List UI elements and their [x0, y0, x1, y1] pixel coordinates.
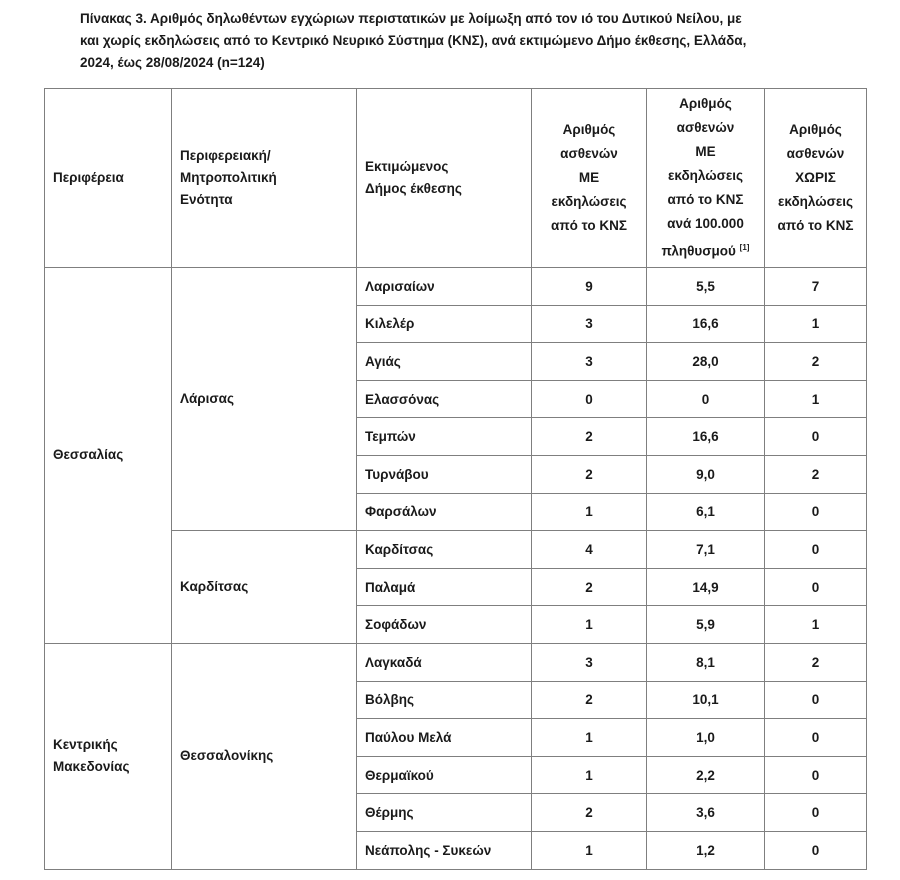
header-region-text: Περιφέρεια [53, 170, 124, 185]
rate-cell: 16,6 [647, 418, 765, 456]
with-cns-cell: 2 [532, 455, 647, 493]
dimos-cell: Φαρσάλων [357, 493, 532, 531]
region-name-line: Μακεδονίας [53, 759, 130, 775]
dimos-cell: Λαγκαδά [357, 643, 532, 681]
with-cns-cell: 1 [532, 831, 647, 869]
without-cns-cell: 0 [765, 418, 867, 456]
unit-name: Λάρισας [180, 391, 234, 407]
caption-line: 2024, έως 28/08/2024 (n=124) [80, 55, 265, 70]
without-cns-cell: 0 [765, 493, 867, 531]
rate-cell: 2,2 [647, 756, 765, 794]
rate-cell: 9,0 [647, 455, 765, 493]
region-name-line: Κεντρικής [53, 737, 118, 753]
header-rate-line [647, 236, 764, 264]
dimos-cell: Κιλελέρ [357, 305, 532, 343]
rate-cell: 1,0 [647, 719, 765, 757]
header-unit-line: Μητροπολιτική [180, 170, 277, 185]
header-rate-line: ανά 100.000 [667, 216, 744, 232]
header-without-cns [765, 89, 867, 268]
unit-name: Θεσσαλονίκης [180, 748, 274, 764]
without-cns-cell: 0 [765, 531, 867, 569]
with-cns-cell: 1 [532, 493, 647, 531]
dimos-cell: Βόλβης [357, 681, 532, 719]
rate-cell: 28,0 [647, 343, 765, 381]
table-caption [80, 8, 870, 74]
without-cns-cell: 2 [765, 643, 867, 681]
header-rate-line: από το ΚΝΣ [667, 192, 744, 208]
with-cns-cell: 3 [532, 343, 647, 381]
with-cns-cell: 9 [532, 268, 647, 306]
without-cns-cell: 0 [765, 719, 867, 757]
dimos-cell: Σοφάδων [357, 606, 532, 644]
with-cns-cell: 1 [532, 756, 647, 794]
rate-cell: 3,6 [647, 794, 765, 832]
rate-cell: 6,1 [647, 493, 765, 531]
rate-cell: 5,9 [647, 606, 765, 644]
with-cns-cell: 2 [532, 418, 647, 456]
unit-cell [172, 643, 357, 869]
table-row [45, 643, 867, 681]
rate-cell: 8,1 [647, 643, 765, 681]
with-cns-cell: 1 [532, 719, 647, 757]
rate-cell: 7,1 [647, 531, 765, 569]
without-cns-cell: 2 [765, 343, 867, 381]
with-cns-cell: 2 [532, 568, 647, 606]
header-rate-line: εκδηλώσεις [667, 168, 744, 184]
without-cns-cell: 1 [765, 305, 867, 343]
rate-cell: 5,5 [647, 268, 765, 306]
without-cns-cell: 0 [765, 831, 867, 869]
with-cns-cell: 0 [532, 380, 647, 418]
header-row [45, 89, 867, 268]
with-cns-cell: 1 [532, 606, 647, 644]
header-dimos-line: Εκτιμώμενος [365, 159, 449, 174]
header-rate-line: ΜΕ [695, 144, 716, 160]
table-row [45, 268, 867, 306]
header-with-line: από το ΚΝΣ [551, 218, 627, 233]
header-with-cns [532, 89, 647, 268]
header-rate-line: Αριθμός [679, 96, 732, 112]
header-with-line: ασθενών [560, 146, 618, 161]
rate-cell: 1,2 [647, 831, 765, 869]
dimos-cell: Θέρμης [357, 794, 532, 832]
header-rate-text: πληθυσμού [661, 243, 736, 259]
with-cns-cell: 2 [532, 681, 647, 719]
without-cns-cell: 2 [765, 455, 867, 493]
dimos-cell: Παλαμά [357, 568, 532, 606]
with-cns-cell: 2 [532, 794, 647, 832]
header-without-line: ΧΩΡΙΣ [795, 170, 836, 185]
header-without-line: ασθενών [786, 146, 845, 161]
footnote-ref: [1] [739, 243, 750, 253]
header-without-line: από το ΚΝΣ [777, 218, 854, 233]
header-unit [172, 89, 357, 268]
header-unit-line: Περιφερειακή/ [180, 148, 271, 163]
header-with-line: Αριθμός [562, 122, 616, 137]
dimos-cell: Παύλου Μελά [357, 719, 532, 757]
header-with-line: ΜΕ [578, 170, 600, 185]
without-cns-cell: 1 [765, 606, 867, 644]
header-dimos [357, 89, 532, 268]
header-rate-line: ασθενών [676, 120, 735, 136]
region-cell [45, 643, 172, 869]
header-dimos-line: Δήμος έκθεσης [365, 181, 462, 196]
without-cns-cell: 0 [765, 756, 867, 794]
header-with-line: εκδηλώσεις [551, 194, 627, 209]
dimos-cell: Καρδίτσας [357, 531, 532, 569]
dimos-cell: Αγιάς [357, 343, 532, 381]
caption-line: Πίνακας 3. Αριθμός δηλωθέντων εγχώριων περιστατικών με λοίμωξη από τον ιό του Δυτικού Νείλου, με [80, 11, 742, 26]
dimos-cell: Νεάπολης - Συκεών [357, 831, 532, 869]
without-cns-cell: 1 [765, 380, 867, 418]
header-region [45, 89, 172, 268]
with-cns-cell: 3 [532, 643, 647, 681]
region-cell [45, 268, 172, 644]
header-without-line: εκδηλώσεις [777, 194, 854, 209]
caption-line: και χωρίς εκδηλώσεις από το Κεντρικό Νευρικό Σύστημα (ΚΝΣ), ανά εκτιμώμενο Δήμο έκθεσης, Ελλάδα, [80, 33, 747, 48]
unit-cell [172, 268, 357, 531]
rate-cell: 0 [647, 380, 765, 418]
dimos-cell: Θερμαϊκού [357, 756, 532, 794]
dimos-cell: Ελασσόνας [357, 380, 532, 418]
dimos-cell: Τεμπών [357, 418, 532, 456]
unit-name: Καρδίτσας [180, 579, 249, 595]
without-cns-cell: 0 [765, 681, 867, 719]
dimos-cell: Τυρνάβου [357, 455, 532, 493]
header-rate [647, 89, 765, 268]
without-cns-cell: 0 [765, 568, 867, 606]
dimos-cell: Λαρισαίων [357, 268, 532, 306]
with-cns-cell: 3 [532, 305, 647, 343]
unit-cell [172, 531, 357, 644]
header-without-line: Αριθμός [789, 122, 842, 137]
without-cns-cell: 0 [765, 794, 867, 832]
rate-cell: 16,6 [647, 305, 765, 343]
header-unit-line: Ενότητα [180, 192, 233, 207]
region-name: Θεσσαλίας [53, 447, 124, 463]
rate-cell: 10,1 [647, 681, 765, 719]
with-cns-cell: 4 [532, 531, 647, 569]
cases-table [44, 88, 867, 870]
without-cns-cell: 7 [765, 268, 867, 306]
rate-cell: 14,9 [647, 568, 765, 606]
